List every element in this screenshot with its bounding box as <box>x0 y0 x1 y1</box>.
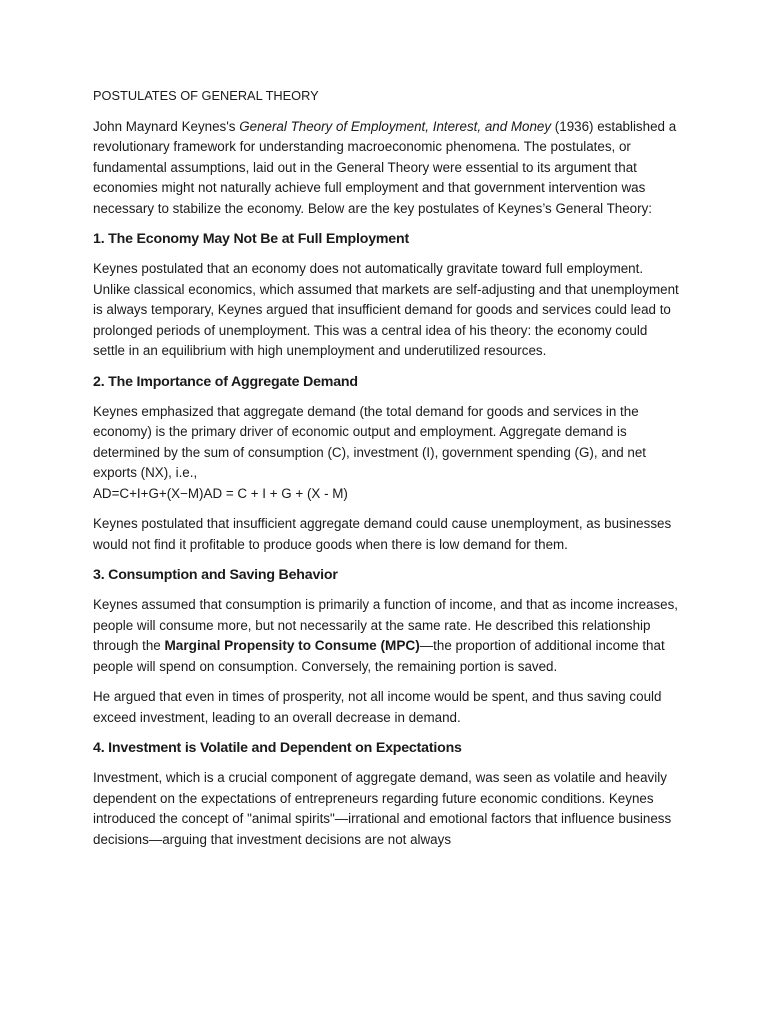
section-2-paragraph-2: Keynes postulated that insufficient aggregate demand could cause unemployment, as businesses would not find it profitable to produce goods when there is low demand for them. <box>93 516 672 552</box>
section-4-heading: 4. Investment is Volatile and Dependent on Expectations <box>93 740 462 756</box>
section-4-paragraph-1: Investment, which is a crucial component of aggregate demand, was seen as volatile and heavily dependent on the expectations of entrepreneurs regarding future economic conditions. Keynes introduced the concept of "animal spirits"—irrational and emotional factors that influence business decisions—arguing that investment decisions are not always <box>93 770 672 847</box>
section-3-paragraph-2: He argued that even in times of prosperity, not all income would be spent, and thus saving could exceed investment, leading to an overall decrease in demand. <box>93 689 662 725</box>
section-3-heading: 3. Consumption and Saving Behavior <box>93 567 338 583</box>
section-3-text-pre: Keynes assumed that consumption is primarily a function of income, and that as income increases, people will consume more, but not necessarily at the same rate. He described this relationship through the <box>93 597 679 653</box>
section-2-heading: 2. The Importance of Aggregate Demand <box>93 373 358 390</box>
mpc-term: Marginal Propensity to Consume (MPC) <box>164 638 420 653</box>
intro-text-post: (1936) established a revolutionary framework for understanding macroeconomic phenomena. The postulates, or fundamental assumptions, laid out in the General Theory were essential to its argument that economies might not naturally achieve full employment and that government intervention was necessary to stabilize the economy. Below are the key postulates of Keynes’s General Theory: <box>93 118 677 216</box>
section-1-heading: 1. The Economy May Not Be at Full Employment <box>93 231 409 247</box>
document-body <box>93 86 683 860</box>
intro-paragraph <box>93 117 683 220</box>
section-1-paragraph: Keynes postulated that an economy does not automatically gravitate toward full employment. Unlike classical economics, which assumed that markets are self-adjusting and that unemployment is always temporary, Keynes argued that insufficient demand for goods and services could lead to prolonged periods of unemployment. This was a central idea of his theory: the economy could settle in an equilibrium with high unemployment and underutilized resources. <box>93 261 679 358</box>
document-title: POSTULATES OF GENERAL THEORY <box>93 88 319 103</box>
section-2-paragraph-1: Keynes emphasized that aggregate demand (the total demand for goods and services in the economy) is the primary driver of economic output and employment. Aggregate demand is determined by the sum of consumption (C), investment (I), government spending (G), and net exports (NX), i.e., <box>93 403 646 480</box>
section-3-paragraph-1 <box>93 595 683 677</box>
book-title: General Theory of Employment, Interest, and Money <box>239 118 552 134</box>
section-3-text-post: —the proportion of additional income that people will spend on consumption. Conversely, the remaining portion is saved. <box>93 638 665 674</box>
aggregate-demand-formula: AD=C+I+G+(X−M)AD = C + I + G + (X - M) <box>93 485 348 501</box>
intro-text-pre: John Maynard Keynes's <box>93 118 240 134</box>
